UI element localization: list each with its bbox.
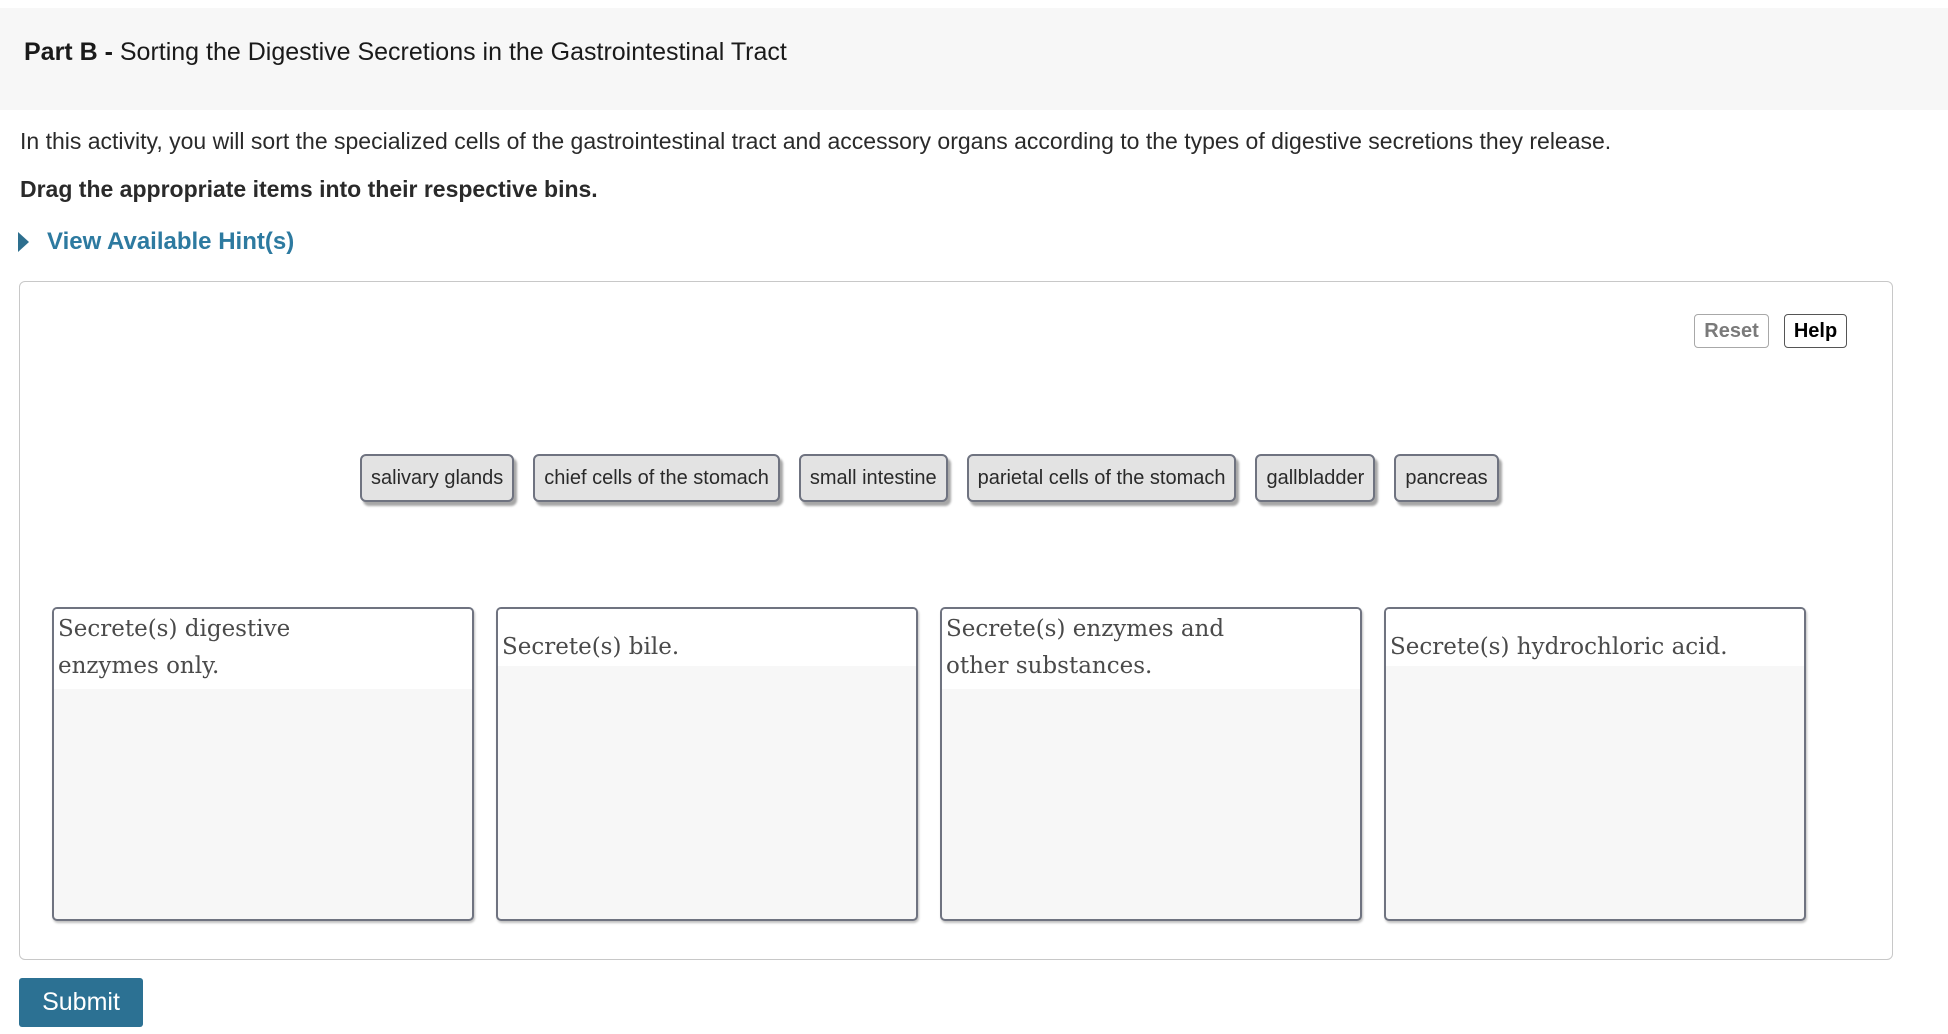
bin-bile[interactable] (496, 607, 918, 921)
item-salivary-glands[interactable]: salivary glands (360, 454, 514, 502)
bins (52, 607, 1806, 921)
item-small-intestine[interactable]: small intestine (799, 454, 948, 502)
bin-title-line: other substances. (946, 653, 1153, 679)
bin-title-line: Secrete(s) hydrochloric acid. (1390, 634, 1728, 660)
help-button[interactable]: Help (1784, 314, 1847, 348)
bin-digestive-enzymes[interactable] (52, 607, 474, 921)
view-hints-label: View Available Hint(s) (47, 228, 295, 255)
draggable-items (360, 454, 1499, 506)
view-hints-toggle[interactable] (18, 228, 294, 256)
bin-title-line: enzymes only. (58, 653, 220, 679)
bin-enzymes-and-other[interactable] (940, 607, 1362, 921)
part-header (0, 8, 1948, 110)
item-pancreas[interactable]: pancreas (1394, 454, 1498, 502)
reset-button[interactable]: Reset (1694, 314, 1769, 348)
bin-title-line: Secrete(s) digestive (58, 616, 291, 642)
submit-button[interactable]: Submit (19, 978, 143, 1027)
part-title: Sorting the Digestive Secretions in the Gastrointestinal Tract (119, 38, 787, 66)
item-chief-cells[interactable]: chief cells of the stomach (533, 454, 780, 502)
instruction-text: Drag the appropriate items into their respective bins. (20, 176, 598, 202)
bin-title-line: Secrete(s) enzymes and (946, 616, 1225, 642)
bin-title (1386, 609, 1804, 666)
caret-right-icon (18, 232, 29, 252)
part-label: Part B - (24, 38, 120, 66)
bin-title (54, 609, 472, 689)
item-parietal-cells[interactable]: parietal cells of the stomach (967, 454, 1237, 502)
bin-hydrochloric-acid[interactable] (1384, 607, 1806, 921)
sorting-activity (19, 281, 1893, 960)
item-gallbladder[interactable]: gallbladder (1255, 454, 1375, 502)
bin-title-line: Secrete(s) bile. (502, 634, 680, 660)
bin-title (498, 609, 916, 666)
bin-title (942, 609, 1360, 689)
intro-text: In this activity, you will sort the specialized cells of the gastrointestinal tract and accessory organs according to the types of digestive secretions they release. (20, 128, 1612, 154)
